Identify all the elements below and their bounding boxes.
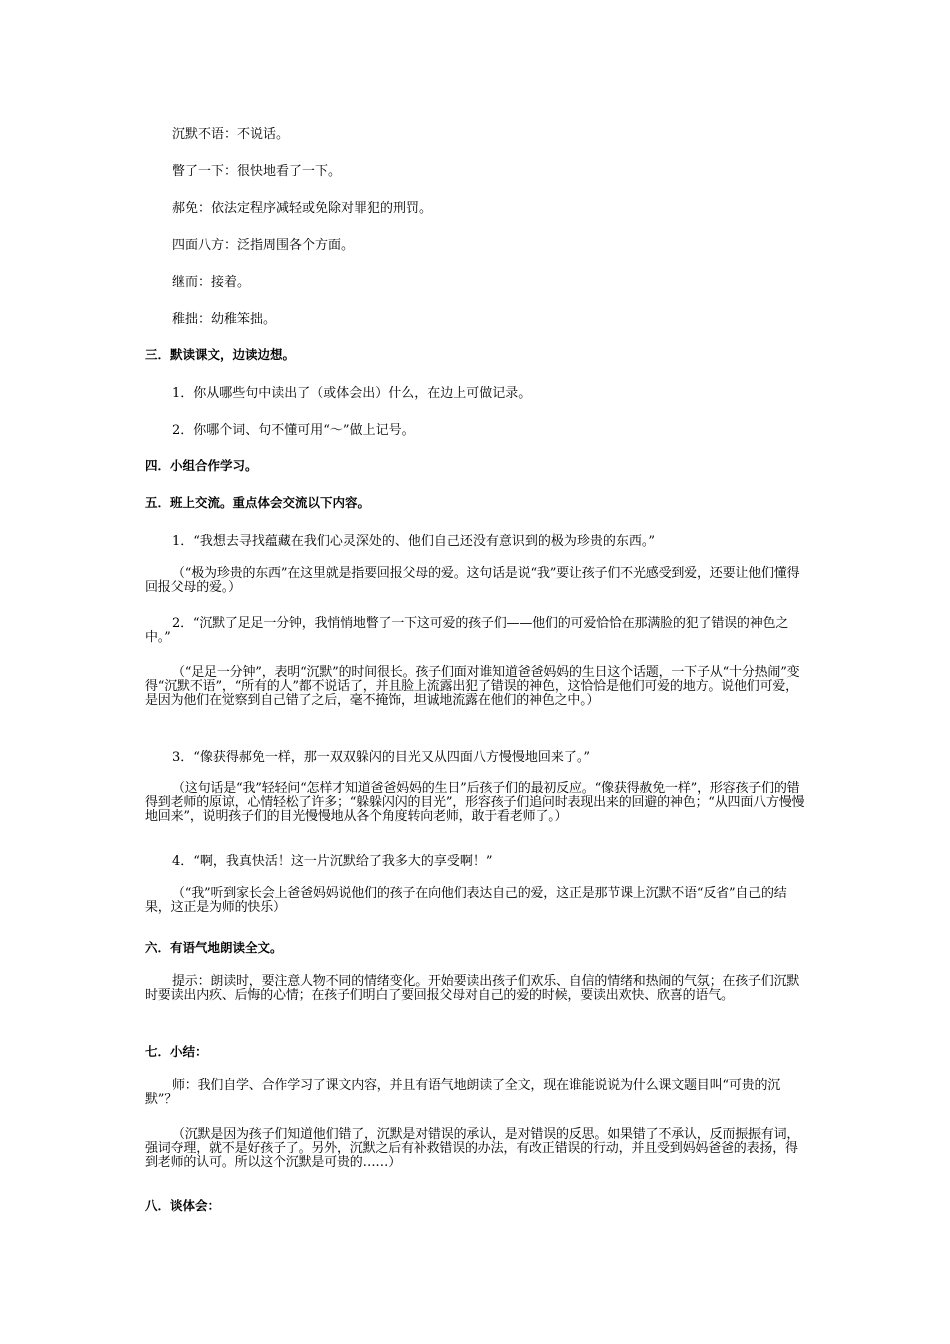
- vocab-term: 四面八方：泛指周围各个方面。: [172, 238, 355, 253]
- explanation-paragraph: （“我”听到家长会上爸爸妈妈说他们的孩子在向他们表达自己的爱，这正是那节课上沉默不语“反省”自己的结果，这正是为师的快乐）: [145, 886, 787, 915]
- explanation-paragraph: （这句话是“我”轻轻问“怎样才知道爸爸妈妈的生日”后孩子们的最初反应。“像获得赦免一样”，形容孩子们的错得到老师的原谅，心情轻松了许多；“躲躲闪闪的目光”，形容孩子们追问时表现出来的回避的神色；“从四面八方慢慢地回来”，说明孩子们的目光慢慢地从各个角度转向老师，敢于看老师了。）: [145, 781, 805, 824]
- vocab-term: 郝免：依法定程序减轻或免除对罪犯的刑罚。: [172, 201, 433, 216]
- quote-item: 1．“我想去寻找蕴藏在我们心灵深处的、他们自己还没有意识到的极为珍贵的东西。”: [172, 534, 656, 549]
- list-item: 1．你从哪些句中读出了（或体会出）什么，在边上可做记录。: [172, 386, 532, 401]
- vocab-term: 稚拙：幼稚笨拙。: [172, 312, 277, 327]
- quote-item: 4．“啊，我真快活！这一片沉默给了我多大的享受啊！”: [172, 854, 493, 869]
- tip-paragraph: 提示：朗读时，要注意人物不同的情绪变化。开始要读出孩子们欢乐、自信的情绪和热闹的气氛；在孩子们沉默时要读出内疚、后悔的心情；在孩子们明白了要回报父母对自己的爱的时候，要读出欢快、欣喜的语气。: [145, 974, 800, 1003]
- quote-item: 2．“沉默了足足一分钟，我悄悄地瞥了一下这可爱的孩子们——他们的可爱恰恰在那满脸的犯了错误的神色之中。”: [145, 616, 789, 645]
- quote-item: 3．“像获得郝免一样，那一双双躲闪的目光又从四面八方慢慢地回来了。”: [172, 750, 591, 765]
- list-item: 2．你哪个词、句不懂可用“～”做上记号。: [172, 423, 415, 438]
- section-heading: 四．小组合作学习。: [145, 458, 258, 473]
- answer-paragraph: （沉默是因为孩子们知道他们错了，沉默是对错误的承认，是对错误的反思。如果错了不承认，反而振振有词，强词夺理，就不是好孩子了。另外，沉默之后有补救错误的办法，有改正错误的行动，并且受到妈妈爸爸的表扬，得到老师的认可。所以这个沉默是可贵的……）: [145, 1127, 800, 1170]
- section-heading: 五．班上交流。重点体会交流以下内容。: [145, 495, 371, 510]
- section-heading: 三．默读课文，边读边想。: [145, 347, 296, 362]
- explanation-paragraph: （“极为珍贵的东西”在这里就是指要回报父母的爱。这句话是说“我”要让孩子们不光感受到爱，还要让他们懂得回报父母的爱。）: [145, 566, 800, 595]
- vocab-term: 沉默不语：不说话。: [172, 127, 290, 142]
- teacher-paragraph: 师：我们自学、合作学习了课文内容，并且有语气地朗读了全文，现在谁能说说为什么课文题目叫“可贵的沉默”？: [145, 1078, 781, 1107]
- section-heading: 七．小结：: [145, 1044, 208, 1059]
- vocab-term: 瞥了一下：很快地看了一下。: [172, 164, 342, 179]
- section-heading: 六．有语气地朗读全文。: [145, 940, 283, 955]
- vocab-term: 继而：接着。: [172, 275, 251, 290]
- explanation-paragraph: （“足足一分钟”，表明“沉默”的时间很长。孩子们面对谁知道爸爸妈妈的生日这个话题，一下子从“十分热闹”变得“沉默不语”，“所有的人”都不说话了，并且脸上流露出犯了错误的神色，这恰恰是他们可爱的地方。说他们可爱，是因为他们在觉察到自己错了之后，毫不掩饰，坦诚地流露在他们的神色之中。）: [145, 665, 800, 708]
- section-heading: 八．谈体会：: [145, 1198, 221, 1213]
